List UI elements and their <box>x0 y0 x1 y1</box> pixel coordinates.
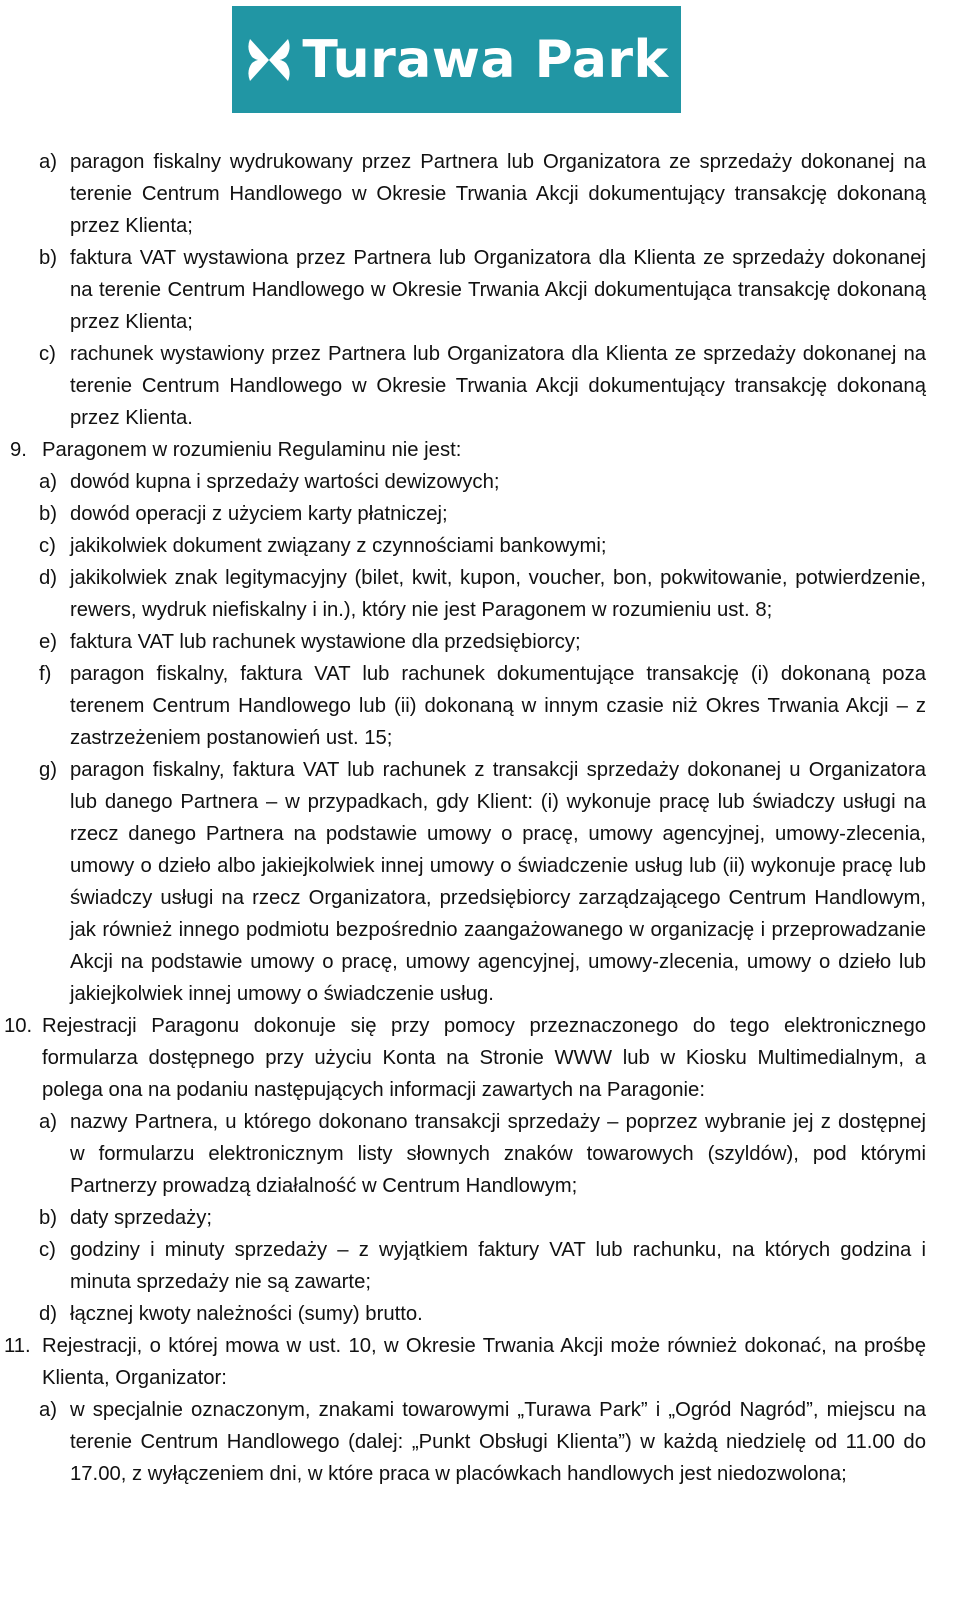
list-marker: a) <box>39 1399 58 1421</box>
paragraph-text: w specjalnie oznaczonym, znakami towarowymi „Turawa Park” i „Ogród Nagród”, miejscu na terenie Centrum Handlowego (dalej: „Punkt Obsługi Klienta”) w każdą niedzielę od 11.00 do 17.00, z wyłączeniem dni, w które praca w placówkach handlowych jest niedozwolona; <box>70 1399 926 1485</box>
list-marker: a) <box>39 1111 58 1133</box>
paragraph-text: rachunek wystawiony przez Partnera lub Organizatora dla Klienta ze sprzedaży dokonanej na terenie Centrum Handlowego w Okresie Trwania Akcji dokumentujący transakcję dokonaną przez Klienta. <box>70 343 926 429</box>
list-item <box>0 338 960 434</box>
list-item <box>0 530 960 562</box>
list-item <box>0 754 960 1010</box>
list-item <box>0 1298 960 1330</box>
list-marker: b) <box>39 247 58 269</box>
list-marker: c) <box>39 535 56 557</box>
paragraph-text: daty sprzedaży; <box>70 1207 213 1229</box>
list-marker: c) <box>39 1239 56 1261</box>
list-marker: d) <box>39 567 58 589</box>
list-marker: 11. <box>4 1335 31 1357</box>
list-item <box>0 1234 960 1298</box>
list-item <box>0 562 960 626</box>
flower-logo-icon <box>244 35 294 85</box>
list-item <box>0 146 960 242</box>
list-item <box>0 1106 960 1202</box>
list-marker: a) <box>39 151 58 173</box>
list-marker: d) <box>39 1303 58 1325</box>
paragraph-text: Rejestracji Paragonu dokonuje się przy pomocy przeznaczonego do tego elektronicznego formularza dostępnego przy użyciu Konta na Stronie WWW lub w Kiosku Multimedialnym, a polega ona na podaniu następujących informacji zawartych na Paragonie: <box>42 1015 926 1101</box>
list-marker: g) <box>39 759 58 781</box>
list-marker: b) <box>39 503 58 525</box>
list-item <box>0 466 960 498</box>
paragraph-text: paragon fiskalny, faktura VAT lub rachunek dokumentujące transakcję (i) dokonaną poza terenem Centrum Handlowego lub (ii) dokonaną w innym czasie niż Okres Trwania Akcji – z zastrzeżeniem postanowień ust. 15; <box>70 663 926 749</box>
numbered-paragraph <box>0 434 960 466</box>
numbered-paragraph <box>0 1010 960 1106</box>
paragraph-text: Rejestracji, o której mowa w ust. 10, w Okresie Trwania Akcji może również dokonać, na prośbę Klienta, Organizator: <box>42 1335 926 1389</box>
paragraph-text: jakikolwiek znak legitymacyjny (bilet, kwit, kupon, voucher, bon, pokwitowanie, potwierdzenie, rewers, wydruk niefiskalny i in.), który nie jest Paragonem w rozumieniu ust. 8; <box>70 567 926 621</box>
paragraph-text: faktura VAT wystawiona przez Partnera lub Organizatora dla Klienta ze sprzedaży dokonanej na terenie Centrum Handlowego w Okresie Trwania Akcji dokumentująca transakcję dokonaną przez Klienta; <box>70 247 926 333</box>
paragraph-text: Paragonem w rozumieniu Regulaminu nie jest: <box>42 439 462 461</box>
list-item <box>0 658 960 754</box>
list-item <box>0 1202 960 1234</box>
paragraph-text: nazwy Partnera, u którego dokonano transakcji sprzedaży – poprzez wybranie jej z dostępnej w formularzu elektronicznym listy słownych znaków towarowych (szyldów), pod którymi Partnerzy prowadzą działalność w Centrum Handlowym; <box>70 1111 926 1197</box>
paragraph-text: dowód operacji z użyciem karty płatniczej; <box>70 503 448 525</box>
logo-brand-text: Turawa Park <box>302 29 669 90</box>
turawa-park-logo <box>232 6 681 113</box>
paragraph-text: paragon fiskalny wydrukowany przez Partnera lub Organizatora ze sprzedaży dokonanej na terenie Centrum Handlowego w Okresie Trwania Akcji dokumentujący transakcję dokonaną przez Klienta; <box>70 151 926 237</box>
paragraph-text: dowód kupna i sprzedaży wartości dewizowych; <box>70 471 500 493</box>
list-marker: e) <box>39 631 58 653</box>
list-item <box>0 242 960 338</box>
list-item <box>0 1394 960 1490</box>
list-marker: 9. <box>10 439 27 461</box>
list-marker: f) <box>39 663 52 685</box>
paragraph-text: jakikolwiek dokument związany z czynnościami bankowymi; <box>70 535 607 557</box>
paragraph-text: godziny i minuty sprzedaży – z wyjątkiem faktury VAT lub rachunku, na których godzina i minuta sprzedaży nie są zawarte; <box>70 1239 926 1293</box>
list-marker: c) <box>39 343 56 365</box>
list-item <box>0 626 960 658</box>
list-item <box>0 498 960 530</box>
list-marker: a) <box>39 471 58 493</box>
list-marker: 10. <box>4 1015 33 1037</box>
paragraph-text: paragon fiskalny, faktura VAT lub rachunek z transakcji sprzedaży dokonanej u Organizatora lub danego Partnera – w przypadkach, gdy Klient: (i) wykonuje pracę lub świadczy usługi na rzecz danego Partnera na podstawie umowy o pracę, umowy agencyjnej, umowy-zlecenia, umowy o dzieło albo jakiejkolwiek innej umowy o świadczenie usług lub (ii) wykonuje pracę lub świadczy usługi na rzecz Organizatora, przedsiębiorcy zarządzającego Centrum Handlowym, jak również innego podmiotu bezpośrednio zaangażowanego w organizację i przeprowadzanie Akcji na podstawie umowy o pracę, umowy agencyjnej, umowy-zlecenia, umowy o dzieło lub jakiejkolwiek innej umowy o świadczenie usług. <box>70 759 926 1005</box>
paragraph-text: łącznej kwoty należności (sumy) brutto. <box>70 1303 423 1325</box>
regulation-text <box>0 146 960 1490</box>
numbered-paragraph <box>0 1330 960 1394</box>
list-marker: b) <box>39 1207 58 1229</box>
paragraph-text: faktura VAT lub rachunek wystawione dla przedsiębiorcy; <box>70 631 581 653</box>
